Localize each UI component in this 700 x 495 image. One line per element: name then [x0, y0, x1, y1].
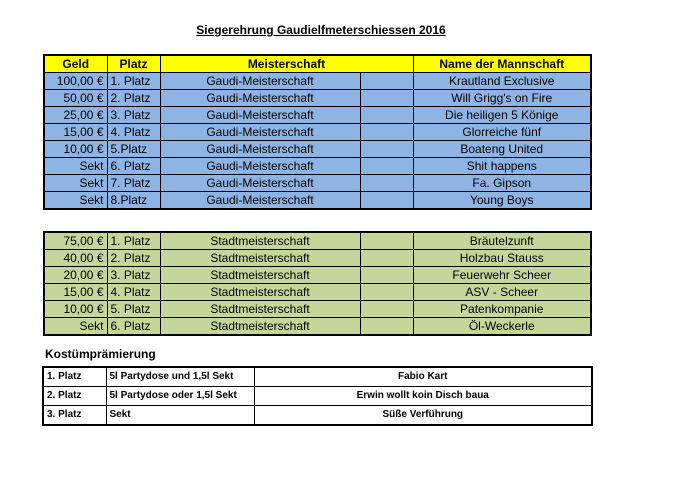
empty-cell [360, 284, 413, 301]
empty-cell [360, 250, 413, 267]
platz-cell: 5.Platz [107, 141, 160, 158]
name-cell: Süße Verführung [254, 406, 592, 426]
mannschaft-cell: Krautland Exclusive [413, 73, 591, 90]
table-row [44, 232, 591, 250]
platz-cell: 2. Platz [107, 250, 160, 267]
empty-cell [360, 90, 413, 107]
mannschaft-cell: Die heiligen 5 Könige [413, 107, 591, 124]
mannschaft-cell: Bräutelzunft [413, 232, 591, 250]
table-row [43, 387, 592, 406]
platz-cell: 3. Platz [107, 107, 160, 124]
geld-cell: 20,00 € [44, 267, 107, 284]
empty-cell [360, 192, 413, 210]
name-cell: Erwin wollt koin Disch baua [254, 387, 592, 406]
preis-cell: 5l Partydose oder 1,5l Sekt [106, 387, 254, 406]
mannschaft-cell: Patenkompanie [413, 301, 591, 318]
header-platz: Platz [107, 55, 160, 73]
page-title: Siegerehrung Gaudielfmeterschiessen 2016 [196, 23, 446, 37]
meisterschaft-cell: Gaudi-Meisterschaft [160, 90, 360, 107]
meisterschaft-cell: Stadtmeisterschaft [160, 232, 360, 250]
geld-cell: 75,00 € [44, 232, 107, 250]
mannschaft-cell: Shit happens [413, 158, 591, 175]
empty-cell [360, 124, 413, 141]
meisterschaft-cell: Gaudi-Meisterschaft [160, 107, 360, 124]
table-row [44, 73, 591, 90]
platz-cell: 1. Platz [107, 73, 160, 90]
geld-cell: 100,00 € [44, 73, 107, 90]
table-row [43, 367, 592, 387]
platz-cell: 2. Platz [43, 387, 106, 406]
platz-cell: 5. Platz [107, 301, 160, 318]
table-row [44, 107, 591, 124]
mannschaft-cell: Öl-Weckerle [413, 318, 591, 336]
mannschaft-cell: Will Grigg's on Fire [413, 90, 591, 107]
mannschaft-cell: Feuerwehr Scheer [413, 267, 591, 284]
meisterschaft-cell: Gaudi-Meisterschaft [160, 141, 360, 158]
meisterschaft-cell: Stadtmeisterschaft [160, 284, 360, 301]
mannschaft-cell: Glorreiche fünf [413, 124, 591, 141]
table-row [44, 90, 591, 107]
geld-cell: 25,00 € [44, 107, 107, 124]
kostuem-title: Kostümprämierung [45, 347, 156, 361]
mannschaft-cell: ASV - Scheer [413, 284, 591, 301]
preis-cell: Sekt [106, 406, 254, 426]
table-row [44, 192, 591, 210]
empty-cell [360, 175, 413, 192]
meisterschaft-cell: Gaudi-Meisterschaft [160, 73, 360, 90]
mannschaft-cell: Young Boys [413, 192, 591, 210]
geld-cell: Sekt [44, 158, 107, 175]
table-row [44, 124, 591, 141]
kostuem-table [42, 366, 593, 426]
geld-cell: Sekt [44, 318, 107, 336]
platz-cell: 1. Platz [107, 232, 160, 250]
mannschaft-cell: Boateng United [413, 141, 591, 158]
empty-cell [360, 318, 413, 336]
table-header-row [44, 55, 591, 73]
table-row [44, 267, 591, 284]
geld-cell: Sekt [44, 175, 107, 192]
empty-cell [360, 301, 413, 318]
platz-cell: 4. Platz [107, 124, 160, 141]
header-mannschaft: Name der Mannschaft [413, 55, 591, 73]
meisterschaft-cell: Gaudi-Meisterschaft [160, 158, 360, 175]
platz-cell: 4. Platz [107, 284, 160, 301]
platz-cell: 6. Platz [107, 158, 160, 175]
meisterschaft-cell: Stadtmeisterschaft [160, 250, 360, 267]
meisterschaft-cell: Stadtmeisterschaft [160, 318, 360, 336]
stadt-table [43, 231, 592, 336]
table-row [44, 141, 591, 158]
table-row [44, 301, 591, 318]
table-row [44, 158, 591, 175]
meisterschaft-cell: Stadtmeisterschaft [160, 301, 360, 318]
geld-cell: 10,00 € [44, 301, 107, 318]
mannschaft-cell: Holzbau Stauss [413, 250, 591, 267]
preis-cell: 5l Partydose und 1,5l Sekt [106, 367, 254, 387]
platz-cell: 3. Platz [43, 406, 106, 426]
geld-cell: 15,00 € [44, 124, 107, 141]
empty-cell [360, 107, 413, 124]
platz-cell: 6. Platz [107, 318, 160, 336]
table-row [44, 250, 591, 267]
geld-cell: 10,00 € [44, 141, 107, 158]
meisterschaft-cell: Gaudi-Meisterschaft [160, 192, 360, 210]
empty-cell [360, 141, 413, 158]
platz-cell: 3. Platz [107, 267, 160, 284]
platz-cell: 7. Platz [107, 175, 160, 192]
geld-cell: 40,00 € [44, 250, 107, 267]
geld-cell: 50,00 € [44, 90, 107, 107]
meisterschaft-cell: Gaudi-Meisterschaft [160, 124, 360, 141]
geld-cell: 15,00 € [44, 284, 107, 301]
meisterschaft-cell: Gaudi-Meisterschaft [160, 175, 360, 192]
empty-cell [360, 267, 413, 284]
table-row [43, 406, 592, 426]
empty-cell [360, 158, 413, 175]
platz-cell: 1. Platz [43, 367, 106, 387]
name-cell: Fabio Kart [254, 367, 592, 387]
meisterschaft-cell: Stadtmeisterschaft [160, 267, 360, 284]
table-row [44, 284, 591, 301]
platz-cell: 8.Platz [107, 192, 160, 210]
header-meisterschaft: Meisterschaft [160, 55, 413, 73]
geld-cell: Sekt [44, 192, 107, 210]
empty-cell [360, 232, 413, 250]
header-geld: Geld [44, 55, 107, 73]
table-row [44, 318, 591, 336]
gaudi-table [43, 54, 592, 210]
mannschaft-cell: Fa. Gipson [413, 175, 591, 192]
platz-cell: 2. Platz [107, 90, 160, 107]
table-row [44, 175, 591, 192]
empty-cell [360, 73, 413, 90]
